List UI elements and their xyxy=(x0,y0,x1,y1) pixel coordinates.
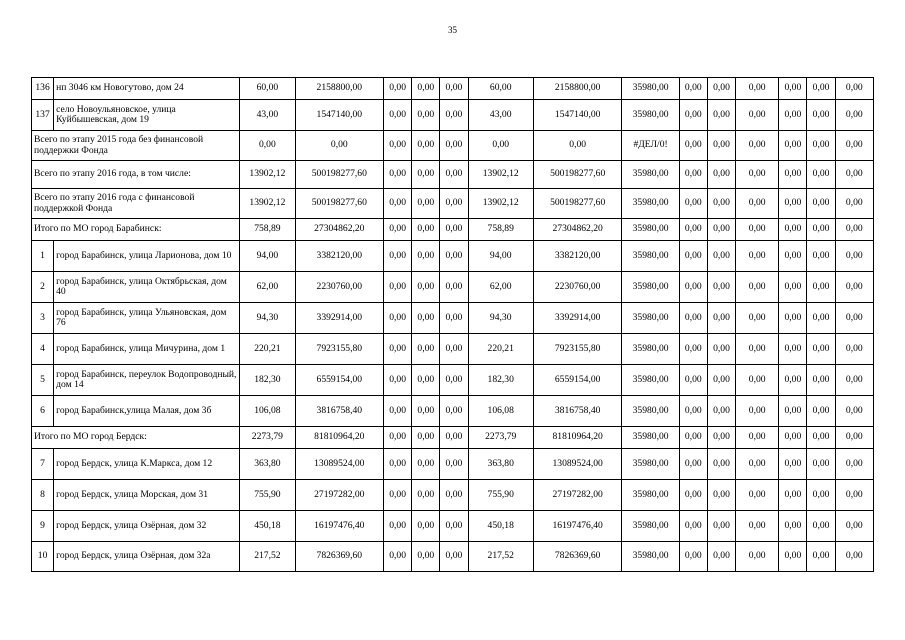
table-row xyxy=(32,272,874,303)
value-cell: 0,00 xyxy=(384,542,412,572)
row-number-cell: 9 xyxy=(32,511,54,542)
value-cell: 0,00 xyxy=(779,396,807,427)
value-cell: 0,00 xyxy=(707,449,735,480)
value-cell: 2230760,00 xyxy=(533,272,622,303)
row-number-cell: 137 xyxy=(32,100,54,131)
value-cell: 0,00 xyxy=(779,100,807,131)
value-cell: 7923155,80 xyxy=(533,334,622,365)
address-cell: город Барабинск, улица Ларионова, дом 10 xyxy=(54,241,240,272)
row-number-cell: 10 xyxy=(32,542,54,572)
value-cell: 0,00 xyxy=(384,78,412,100)
value-cell: 0,00 xyxy=(679,219,707,241)
value-cell: 0,00 xyxy=(835,334,873,365)
value-cell: 500198277,60 xyxy=(533,161,622,189)
address-cell: город Бердск, улица Озёрная, дом 32а xyxy=(54,542,240,572)
value-cell: 0,00 xyxy=(779,131,807,161)
value-cell: 16197476,40 xyxy=(533,511,622,542)
value-cell: 500198277,60 xyxy=(295,189,384,219)
value-cell: 0,00 xyxy=(440,100,468,131)
value-cell: 35980,00 xyxy=(622,303,679,334)
row-number-cell: 8 xyxy=(32,480,54,511)
value-cell: 363,80 xyxy=(468,449,533,480)
value-cell: 0,00 xyxy=(384,100,412,131)
value-cell: 2158800,00 xyxy=(295,78,384,100)
value-cell: 0,00 xyxy=(807,542,835,572)
table-row xyxy=(32,396,874,427)
value-cell: 0,00 xyxy=(736,100,779,131)
value-cell: 0,00 xyxy=(779,272,807,303)
value-cell: 2273,79 xyxy=(240,427,295,449)
value-cell: 0,00 xyxy=(440,542,468,572)
value-cell: 220,21 xyxy=(468,334,533,365)
address-cell: нп 3046 км Новогутово, дом 24 xyxy=(54,78,240,100)
value-cell: 0,00 xyxy=(707,100,735,131)
value-cell: 0,00 xyxy=(384,241,412,272)
value-cell: 0,00 xyxy=(807,78,835,100)
value-cell: 0,00 xyxy=(707,241,735,272)
value-cell: 0,00 xyxy=(412,365,440,396)
value-cell: 217,52 xyxy=(240,542,295,572)
value-cell: 0,00 xyxy=(468,131,533,161)
value-cell: 0,00 xyxy=(412,427,440,449)
value-cell: 35980,00 xyxy=(622,219,679,241)
address-cell: город Бердск, улица Морская, дом 31 xyxy=(54,480,240,511)
value-cell: 0,00 xyxy=(384,161,412,189)
value-cell: 106,08 xyxy=(468,396,533,427)
value-cell: 35980,00 xyxy=(622,334,679,365)
value-cell: 6559154,00 xyxy=(295,365,384,396)
value-cell: 0,00 xyxy=(736,272,779,303)
value-cell: 0,00 xyxy=(736,396,779,427)
value-cell: 0,00 xyxy=(384,303,412,334)
value-cell: 27197282,00 xyxy=(295,480,384,511)
value-cell: 62,00 xyxy=(240,272,295,303)
value-cell: 0,00 xyxy=(835,449,873,480)
value-cell: 758,89 xyxy=(240,219,295,241)
value-cell: 363,80 xyxy=(240,449,295,480)
value-cell: 0,00 xyxy=(807,427,835,449)
value-cell: 0,00 xyxy=(412,449,440,480)
value-cell: 0,00 xyxy=(736,427,779,449)
value-cell: 0,00 xyxy=(736,542,779,572)
value-cell: 0,00 xyxy=(807,334,835,365)
program-table xyxy=(31,77,874,572)
value-cell: 0,00 xyxy=(707,542,735,572)
value-cell: 35980,00 xyxy=(622,365,679,396)
value-cell: 13902,12 xyxy=(468,189,533,219)
value-cell: 0,00 xyxy=(440,449,468,480)
value-cell: 27304862,20 xyxy=(295,219,384,241)
value-cell: 0,00 xyxy=(384,334,412,365)
value-cell: 0,00 xyxy=(835,303,873,334)
value-cell: 0,00 xyxy=(707,78,735,100)
value-cell: 0,00 xyxy=(384,396,412,427)
value-cell: 13902,12 xyxy=(240,161,295,189)
page-number: 35 xyxy=(448,25,457,35)
value-cell: 217,52 xyxy=(468,542,533,572)
value-cell: 0,00 xyxy=(779,219,807,241)
value-cell: 0,00 xyxy=(736,365,779,396)
value-cell: 755,90 xyxy=(240,480,295,511)
value-cell: 7826369,60 xyxy=(533,542,622,572)
value-cell: 0,00 xyxy=(384,189,412,219)
value-cell: 500198277,60 xyxy=(533,189,622,219)
value-cell: 0,00 xyxy=(440,334,468,365)
value-cell: 0,00 xyxy=(412,334,440,365)
value-cell: 220,21 xyxy=(240,334,295,365)
value-cell: 7826369,60 xyxy=(295,542,384,572)
table-total-row xyxy=(32,161,874,189)
value-cell: 758,89 xyxy=(468,219,533,241)
value-cell: 0,00 xyxy=(440,189,468,219)
value-cell: 1547140,00 xyxy=(533,100,622,131)
value-cell: 7923155,80 xyxy=(295,334,384,365)
value-cell: 6559154,00 xyxy=(533,365,622,396)
value-cell: 60,00 xyxy=(468,78,533,100)
row-number-cell: 7 xyxy=(32,449,54,480)
value-cell: 35980,00 xyxy=(622,161,679,189)
value-cell: 0,00 xyxy=(384,365,412,396)
value-cell: 0,00 xyxy=(412,100,440,131)
value-cell: 0,00 xyxy=(384,219,412,241)
value-cell: 0,00 xyxy=(679,100,707,131)
value-cell: 0,00 xyxy=(779,334,807,365)
value-cell: 0,00 xyxy=(679,303,707,334)
value-cell: 2273,79 xyxy=(468,427,533,449)
value-cell: 0,00 xyxy=(736,131,779,161)
value-cell: 0,00 xyxy=(807,241,835,272)
value-cell: 0,00 xyxy=(707,480,735,511)
value-cell: 13902,12 xyxy=(468,161,533,189)
row-number-cell: 2 xyxy=(32,272,54,303)
value-cell: 0,00 xyxy=(807,511,835,542)
value-cell: 35980,00 xyxy=(622,241,679,272)
value-cell: 0,00 xyxy=(835,219,873,241)
address-cell: город Барабинск,улица Малая, дом 3б xyxy=(54,396,240,427)
value-cell: 500198277,60 xyxy=(295,161,384,189)
value-cell: 13089524,00 xyxy=(295,449,384,480)
value-cell: 35980,00 xyxy=(622,449,679,480)
value-cell: 0,00 xyxy=(240,131,295,161)
value-cell: 0,00 xyxy=(807,449,835,480)
value-cell: 62,00 xyxy=(468,272,533,303)
value-cell: 0,00 xyxy=(412,542,440,572)
value-cell: 0,00 xyxy=(679,396,707,427)
table-row xyxy=(32,241,874,272)
value-cell: 0,00 xyxy=(412,219,440,241)
value-cell: 2230760,00 xyxy=(295,272,384,303)
value-cell: 0,00 xyxy=(440,511,468,542)
value-cell: 755,90 xyxy=(468,480,533,511)
value-cell: 0,00 xyxy=(807,480,835,511)
value-cell: 3816758,40 xyxy=(533,396,622,427)
row-number-cell: 3 xyxy=(32,303,54,334)
table-row xyxy=(32,365,874,396)
value-cell: 0,00 xyxy=(779,480,807,511)
value-cell: 0,00 xyxy=(779,365,807,396)
value-cell: 0,00 xyxy=(384,449,412,480)
value-cell: 0,00 xyxy=(779,189,807,219)
value-cell: 0,00 xyxy=(679,480,707,511)
row-number-cell: 6 xyxy=(32,396,54,427)
value-cell: 0,00 xyxy=(412,272,440,303)
table-row xyxy=(32,480,874,511)
row-number-cell: 4 xyxy=(32,334,54,365)
value-cell: 0,00 xyxy=(835,480,873,511)
value-cell: 94,30 xyxy=(468,303,533,334)
value-cell: 0,00 xyxy=(736,161,779,189)
value-cell: 0,00 xyxy=(707,396,735,427)
table-total-row xyxy=(32,219,874,241)
row-number-cell: 1 xyxy=(32,241,54,272)
address-cell: город Барабинск, переулок Водопроводный, дом 14 xyxy=(54,365,240,396)
value-cell: 0,00 xyxy=(807,365,835,396)
address-cell: город Барабинск, улица Ульяновская, дом 76 xyxy=(54,303,240,334)
value-cell: 0,00 xyxy=(707,219,735,241)
value-cell: 81810964,20 xyxy=(295,427,384,449)
value-cell: 35980,00 xyxy=(622,396,679,427)
value-cell: 13902,12 xyxy=(240,189,295,219)
value-cell: 35980,00 xyxy=(622,480,679,511)
value-cell: 0,00 xyxy=(440,365,468,396)
total-label-cell: Всего по этапу 2016 года с финансовой поддержкой Фонда xyxy=(32,189,240,219)
value-cell: 94,00 xyxy=(468,241,533,272)
value-cell: 0,00 xyxy=(679,241,707,272)
row-number-cell: 5 xyxy=(32,365,54,396)
value-cell: 0,00 xyxy=(412,161,440,189)
value-cell: 0,00 xyxy=(440,272,468,303)
value-cell: 0,00 xyxy=(412,480,440,511)
value-cell: 0,00 xyxy=(440,131,468,161)
value-cell: 0,00 xyxy=(440,480,468,511)
value-cell: 0,00 xyxy=(736,241,779,272)
value-cell: 0,00 xyxy=(412,131,440,161)
value-cell: 0,00 xyxy=(412,189,440,219)
value-cell: 0,00 xyxy=(384,511,412,542)
value-cell: 3816758,40 xyxy=(295,396,384,427)
value-cell: 0,00 xyxy=(440,161,468,189)
value-cell: 0,00 xyxy=(807,219,835,241)
table-row xyxy=(32,303,874,334)
value-cell: 0,00 xyxy=(679,161,707,189)
table-total-row xyxy=(32,131,874,161)
value-cell: 0,00 xyxy=(679,189,707,219)
value-cell: 27197282,00 xyxy=(533,480,622,511)
value-cell: 3392914,00 xyxy=(533,303,622,334)
table-row xyxy=(32,449,874,480)
value-cell: 0,00 xyxy=(440,241,468,272)
address-cell: село Новоульяновское, улица Куйбышевская, дом 19 xyxy=(54,100,240,131)
value-cell: 0,00 xyxy=(736,480,779,511)
value-cell: 0,00 xyxy=(835,396,873,427)
value-cell: 0,00 xyxy=(295,131,384,161)
value-cell: 0,00 xyxy=(679,449,707,480)
value-cell: 0,00 xyxy=(779,511,807,542)
value-cell: 16197476,40 xyxy=(295,511,384,542)
value-cell: 0,00 xyxy=(779,78,807,100)
value-cell: 0,00 xyxy=(440,219,468,241)
value-cell: 0,00 xyxy=(707,303,735,334)
value-cell: 0,00 xyxy=(835,161,873,189)
value-cell: 0,00 xyxy=(707,161,735,189)
value-cell: 35980,00 xyxy=(622,100,679,131)
value-cell: 0,00 xyxy=(707,272,735,303)
value-cell: 0,00 xyxy=(412,396,440,427)
value-cell: 0,00 xyxy=(835,272,873,303)
value-cell: 0,00 xyxy=(835,542,873,572)
value-cell: 0,00 xyxy=(679,427,707,449)
value-cell: 0,00 xyxy=(707,189,735,219)
value-cell: #ДЕЛ/0! xyxy=(622,131,679,161)
value-cell: 0,00 xyxy=(384,131,412,161)
value-cell: 0,00 xyxy=(779,303,807,334)
value-cell: 0,00 xyxy=(679,272,707,303)
table-row xyxy=(32,542,874,572)
value-cell: 13089524,00 xyxy=(533,449,622,480)
value-cell: 0,00 xyxy=(736,219,779,241)
value-cell: 450,18 xyxy=(240,511,295,542)
value-cell: 35980,00 xyxy=(622,78,679,100)
value-cell: 0,00 xyxy=(835,78,873,100)
value-cell: 0,00 xyxy=(384,427,412,449)
value-cell: 0,00 xyxy=(412,78,440,100)
value-cell: 0,00 xyxy=(707,511,735,542)
value-cell: 0,00 xyxy=(779,449,807,480)
address-cell: город Бердск, улица К.Маркса, дом 12 xyxy=(54,449,240,480)
value-cell: 0,00 xyxy=(835,511,873,542)
table-total-row xyxy=(32,189,874,219)
value-cell: 0,00 xyxy=(835,131,873,161)
value-cell: 0,00 xyxy=(707,131,735,161)
total-label-cell: Итого по МО город Бердск: xyxy=(32,427,240,449)
value-cell: 0,00 xyxy=(807,131,835,161)
value-cell: 0,00 xyxy=(807,272,835,303)
value-cell: 0,00 xyxy=(736,78,779,100)
value-cell: 0,00 xyxy=(807,100,835,131)
row-number-cell: 136 xyxy=(32,78,54,100)
value-cell: 0,00 xyxy=(533,131,622,161)
value-cell: 0,00 xyxy=(679,511,707,542)
total-label-cell: Всего по этапу 2015 года без финансовой поддержки Фонда xyxy=(32,131,240,161)
value-cell: 0,00 xyxy=(412,511,440,542)
value-cell: 0,00 xyxy=(835,241,873,272)
value-cell: 43,00 xyxy=(240,100,295,131)
value-cell: 0,00 xyxy=(736,334,779,365)
value-cell: 81810964,20 xyxy=(533,427,622,449)
value-cell: 0,00 xyxy=(679,131,707,161)
value-cell: 0,00 xyxy=(679,78,707,100)
value-cell: 0,00 xyxy=(736,303,779,334)
value-cell: 94,00 xyxy=(240,241,295,272)
value-cell: 0,00 xyxy=(384,272,412,303)
value-cell: 0,00 xyxy=(835,189,873,219)
value-cell: 0,00 xyxy=(412,241,440,272)
value-cell: 60,00 xyxy=(240,78,295,100)
address-cell: город Барабинск, улица Октябрьская, дом 40 xyxy=(54,272,240,303)
value-cell: 0,00 xyxy=(736,511,779,542)
value-cell: 0,00 xyxy=(707,365,735,396)
table-row xyxy=(32,511,874,542)
value-cell: 3392914,00 xyxy=(295,303,384,334)
value-cell: 35980,00 xyxy=(622,511,679,542)
value-cell: 94,30 xyxy=(240,303,295,334)
value-cell: 0,00 xyxy=(440,396,468,427)
table-row xyxy=(32,334,874,365)
value-cell: 35980,00 xyxy=(622,272,679,303)
value-cell: 0,00 xyxy=(679,365,707,396)
value-cell: 0,00 xyxy=(835,365,873,396)
value-cell: 0,00 xyxy=(736,449,779,480)
value-cell: 0,00 xyxy=(835,427,873,449)
value-cell: 0,00 xyxy=(440,427,468,449)
value-cell: 3382120,00 xyxy=(295,241,384,272)
value-cell: 0,00 xyxy=(440,78,468,100)
value-cell: 0,00 xyxy=(779,427,807,449)
value-cell: 0,00 xyxy=(779,161,807,189)
value-cell: 3382120,00 xyxy=(533,241,622,272)
value-cell: 0,00 xyxy=(412,303,440,334)
value-cell: 106,08 xyxy=(240,396,295,427)
table-row xyxy=(32,78,874,100)
value-cell: 0,00 xyxy=(779,241,807,272)
value-cell: 0,00 xyxy=(736,189,779,219)
value-cell: 0,00 xyxy=(779,542,807,572)
address-cell: город Бердск, улица Озёрная, дом 32 xyxy=(54,511,240,542)
table-total-row xyxy=(32,427,874,449)
value-cell: 35980,00 xyxy=(622,542,679,572)
value-cell: 0,00 xyxy=(707,427,735,449)
total-label-cell: Итого по МО город Барабинск: xyxy=(32,219,240,241)
value-cell: 0,00 xyxy=(807,396,835,427)
address-cell: город Барабинск, улица Мичурина, дом 1 xyxy=(54,334,240,365)
value-cell: 0,00 xyxy=(679,542,707,572)
value-cell: 182,30 xyxy=(240,365,295,396)
value-cell: 35980,00 xyxy=(622,427,679,449)
value-cell: 0,00 xyxy=(807,189,835,219)
value-cell: 182,30 xyxy=(468,365,533,396)
value-cell: 0,00 xyxy=(679,334,707,365)
value-cell: 1547140,00 xyxy=(295,100,384,131)
value-cell: 35980,00 xyxy=(622,189,679,219)
value-cell: 0,00 xyxy=(807,161,835,189)
value-cell: 0,00 xyxy=(440,303,468,334)
value-cell: 450,18 xyxy=(468,511,533,542)
value-cell: 0,00 xyxy=(384,480,412,511)
value-cell: 0,00 xyxy=(835,100,873,131)
value-cell: 0,00 xyxy=(707,334,735,365)
value-cell: 0,00 xyxy=(807,303,835,334)
value-cell: 2158800,00 xyxy=(533,78,622,100)
value-cell: 27304862,20 xyxy=(533,219,622,241)
value-cell: 43,00 xyxy=(468,100,533,131)
total-label-cell: Всего по этапу 2016 года, в том числе: xyxy=(32,161,240,189)
table-row xyxy=(32,100,874,131)
